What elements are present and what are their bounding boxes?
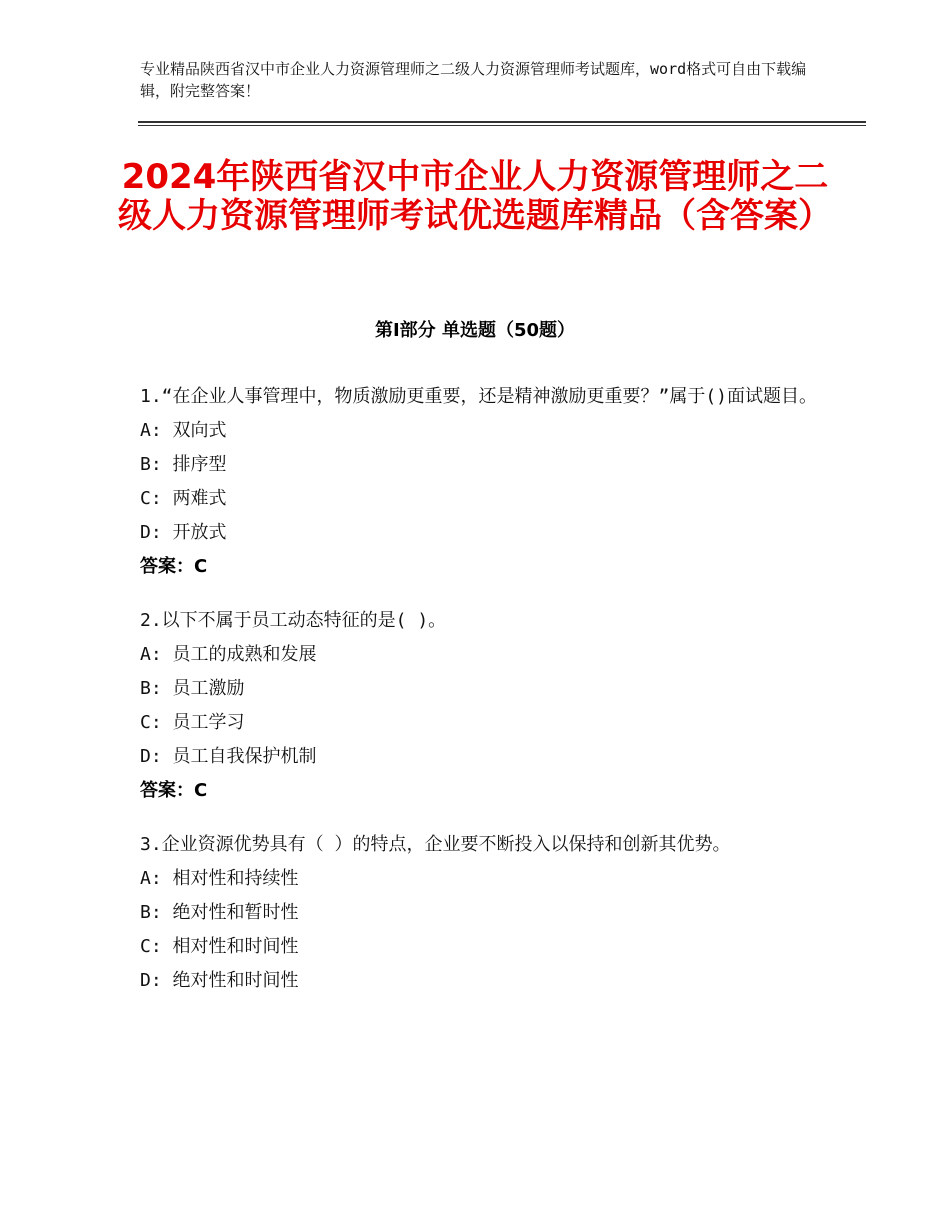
answer: 答案：C bbox=[140, 780, 208, 801]
option-c: C: 相对性和时间性 bbox=[140, 936, 299, 957]
header-note: 专业精品陕西省汉中市企业人力资源管理师之二级人力资源管理师考试题库，word格式可自由下载编辑，附完整答案！ bbox=[140, 60, 807, 100]
header-divider-thin bbox=[138, 125, 866, 126]
option-c: C: 两难式 bbox=[140, 488, 227, 509]
section-title: 第Ⅰ部分 单选题（50题） bbox=[374, 320, 575, 341]
question-stem: 1.“在企业人事管理中，物质激励更重要，还是精神激励更重要？”属于()面试题目。 bbox=[140, 386, 818, 407]
question-list bbox=[140, 380, 840, 1018]
question-1 bbox=[140, 380, 840, 584]
option-b: B: 绝对性和暂时性 bbox=[140, 902, 299, 923]
header-divider-thick bbox=[138, 121, 866, 123]
question-3 bbox=[140, 828, 840, 998]
answer: 答案：C bbox=[140, 556, 208, 577]
question-stem: 2.以下不属于员工动态特征的是( )。 bbox=[140, 610, 447, 631]
option-a: A: 员工的成熟和发展 bbox=[140, 644, 317, 665]
option-a: A: 双向式 bbox=[140, 420, 227, 441]
document-title: 2024年陕西省汉中市企业人力资源管理师之二级人力资源管理师考试优选题库精品（含答案） bbox=[118, 157, 832, 236]
option-a: A: 相对性和持续性 bbox=[140, 868, 299, 889]
option-c: C: 员工学习 bbox=[140, 712, 245, 733]
option-b: B: 员工激励 bbox=[140, 678, 245, 699]
option-d: D: 员工自我保护机制 bbox=[140, 746, 317, 767]
option-d: D: 绝对性和时间性 bbox=[140, 970, 299, 991]
option-d: D: 开放式 bbox=[140, 522, 227, 543]
question-2 bbox=[140, 604, 840, 808]
question-stem: 3.企业资源优势具有（ ）的特点，企业要不断投入以保持和创新其优势。 bbox=[140, 834, 731, 855]
option-b: B: 排序型 bbox=[140, 454, 227, 475]
